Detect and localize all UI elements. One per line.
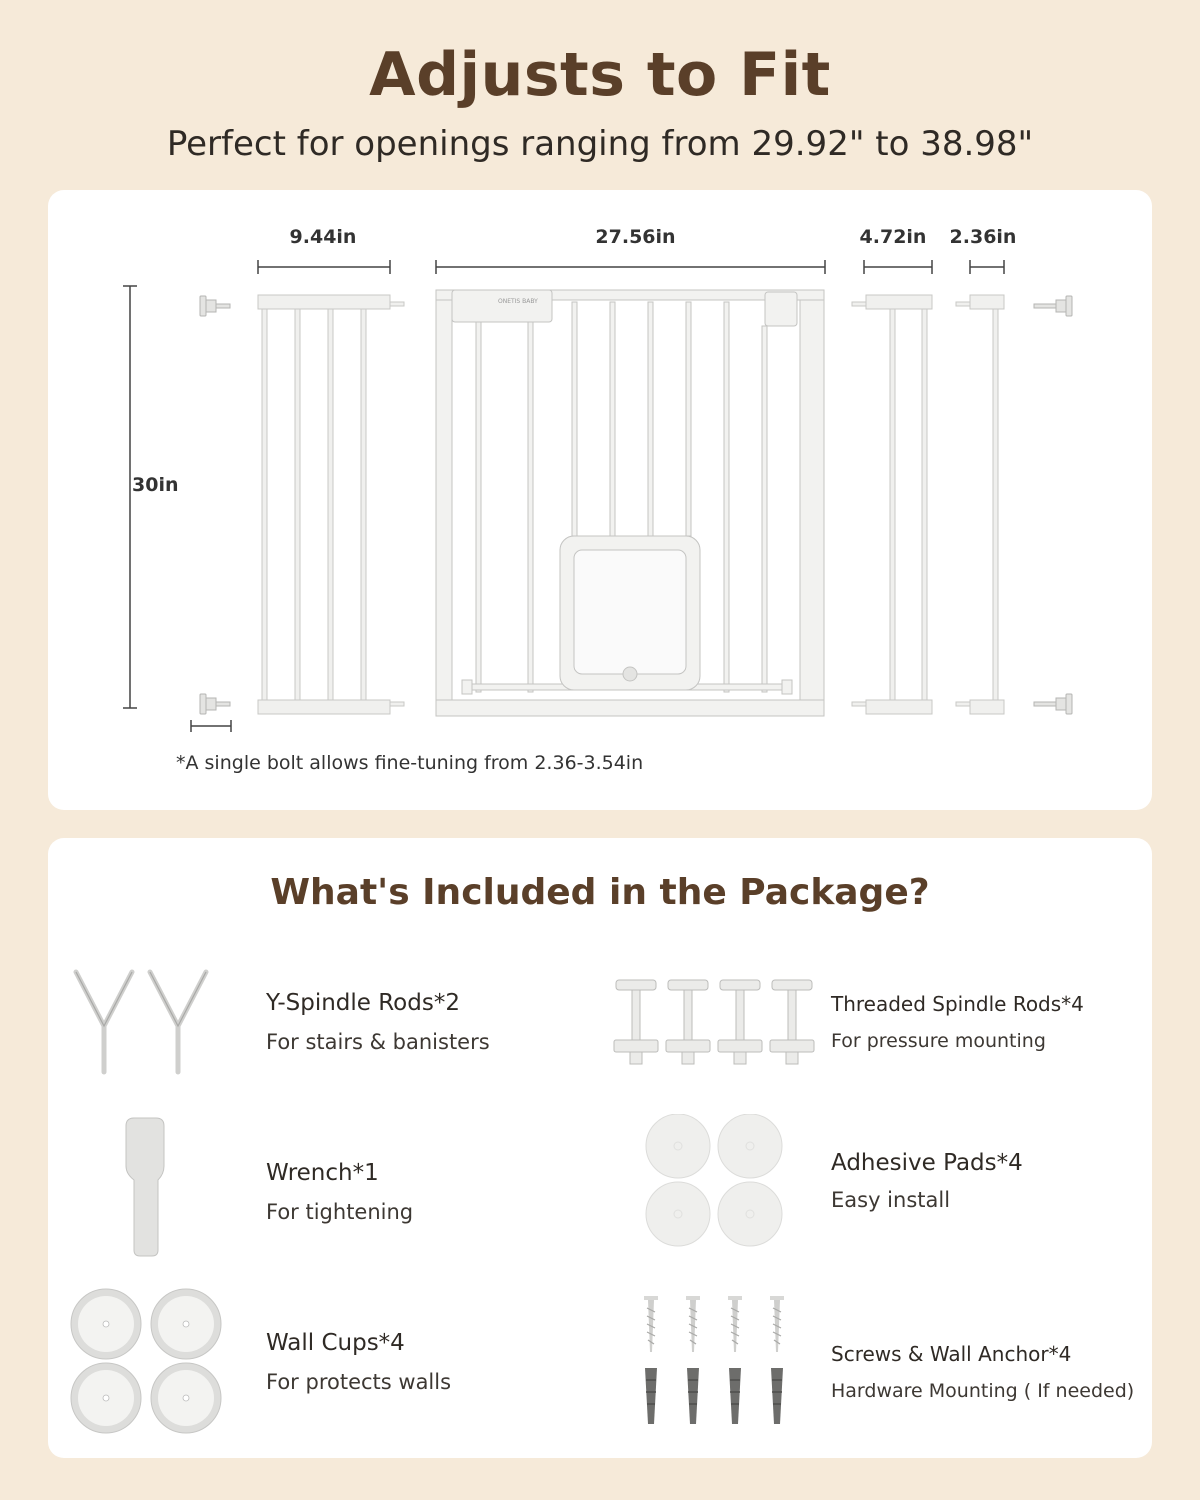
item-name-wrench: Wrench*1 <box>266 1160 379 1186</box>
item-name-adhesive-pads: Adhesive Pads*4 <box>831 1150 1023 1176</box>
fine-tuning-note: *A single bolt allows fine-tuning from 2.36-3.54in <box>176 752 644 774</box>
dim-label-extension-3: 2.36in <box>949 226 1017 248</box>
package-card <box>48 838 1152 1458</box>
y-spindle-icon <box>70 966 220 1078</box>
dim-label-extension-2: 4.72in <box>859 226 927 248</box>
page-subtitle: Perfect for openings ranging from 29.92" to 38.98" <box>166 124 1034 164</box>
main-gate <box>436 290 824 716</box>
item-desc-y-spindle: For stairs & banisters <box>266 1030 490 1054</box>
adhesive-pad-icon <box>644 1114 784 1248</box>
threaded-spindle-icon <box>612 978 816 1068</box>
item-desc-threaded-spindle: For pressure mounting <box>831 1030 1046 1052</box>
page-title: Adjusts to Fit <box>369 40 831 110</box>
wall-cup-icon <box>70 1288 224 1434</box>
bolt-icon <box>1034 296 1072 714</box>
wrench-icon <box>118 1116 178 1260</box>
item-desc-wrench: For tightening <box>266 1200 414 1224</box>
dimensions-card <box>48 190 1152 810</box>
gate-logo: ONETIS BABY <box>498 298 538 305</box>
extension-panel-small <box>956 295 1004 714</box>
item-name-wall-cups: Wall Cups*4 <box>266 1330 405 1356</box>
item-desc-screws-anchor: Hardware Mounting ( If needed) <box>831 1380 1135 1402</box>
item-name-screws-anchor: Screws & Wall Anchor*4 <box>831 1342 1072 1366</box>
package-title: What's Included in the Package? <box>270 872 930 913</box>
item-name-threaded-spindle: Threaded Spindle Rods*4 <box>831 992 1084 1016</box>
item-desc-wall-cups: For protects walls <box>266 1370 452 1394</box>
screw-anchor-icon <box>638 1294 798 1426</box>
dim-label-gate: 27.56in <box>595 226 676 248</box>
extension-panel-large <box>258 295 404 714</box>
dim-label-extension-1: 9.44in <box>289 226 357 248</box>
bolt-icon <box>200 296 230 714</box>
item-desc-adhesive-pads: Easy install <box>831 1188 951 1212</box>
gate-diagram <box>48 190 1152 750</box>
extension-panel-medium <box>852 295 932 714</box>
item-name-y-spindle: Y-Spindle Rods*2 <box>266 990 460 1016</box>
dim-label-height: 30in <box>132 474 179 496</box>
